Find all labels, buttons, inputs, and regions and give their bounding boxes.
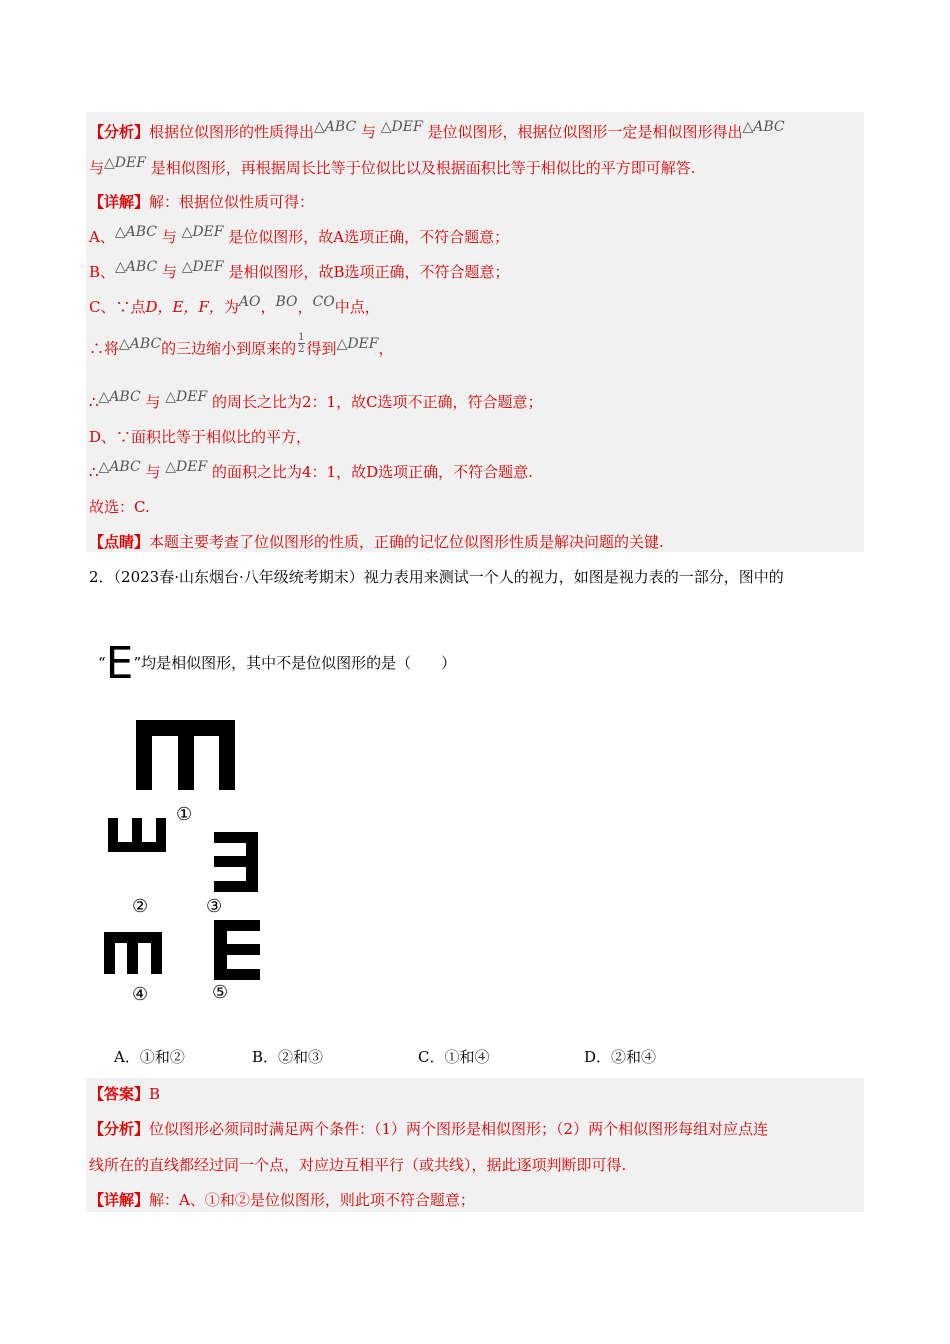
text: 与 [89, 159, 105, 177]
question-2-line-1 [89, 567, 784, 587]
label-2: ② [132, 896, 149, 917]
detail-option-c: C、∵点D，E，F，为AO，BO，CO中点， [89, 294, 380, 316]
detail-option-a [89, 224, 510, 248]
option-c[interactable] [418, 1046, 490, 1067]
analysis2-line-1 [89, 1119, 768, 1139]
option-text: ①和② [139, 1048, 185, 1066]
analysis-tag: 【分析】 [89, 123, 150, 141]
option-d[interactable] [584, 1046, 656, 1067]
text: 线所在的直线都经过同一个点，对应边互相平行（或共线），据此逐项判断即可得. [89, 1156, 627, 1174]
text: 为 [223, 298, 239, 316]
text: ∴ [89, 463, 99, 481]
math-abc: △ABC [119, 335, 162, 352]
answer-value: B [149, 1085, 161, 1103]
detail-option-b [89, 259, 510, 283]
text: 得到 [306, 339, 337, 358]
text: 解：根据位似性质可得： [149, 193, 315, 211]
text: D、∵面积比等于相似比的平方， [89, 428, 312, 446]
numerator: 1 [298, 332, 305, 343]
math-ao: AO [238, 294, 261, 310]
math-def: △DEF [165, 459, 208, 475]
comment-line [89, 532, 664, 552]
text: 的周长之比为2：1，故C选项不正确，符合题意； [211, 393, 543, 411]
option-letter: C． [418, 1048, 445, 1066]
math-def: △DEF [181, 259, 224, 275]
e-symbol-5 [214, 920, 260, 980]
math-def: △DEF [165, 389, 208, 405]
text: 与 [161, 228, 177, 246]
text: 的面积之比为4：1，故D选项正确，不符合题意. [211, 463, 533, 481]
label-4: ④ [132, 984, 149, 1005]
answer-tag: 【答案】 [89, 1085, 150, 1103]
e-symbol-4 [104, 932, 162, 974]
math-abc: △ABC [115, 259, 158, 275]
label-1: ① [176, 804, 193, 825]
fraction-half [298, 332, 304, 355]
detail-intro [89, 192, 314, 212]
text: 解：A、①和②是位似图形，则此项不符合题意； [149, 1191, 475, 1209]
math-def: △DEF [336, 335, 379, 352]
text: ”均是相似图形，其中不是位似图形的是（ ） [133, 654, 457, 672]
label-5: ⑤ [212, 982, 229, 1003]
option-a[interactable] [114, 1046, 185, 1067]
text: 根据位似图形的性质得出 [149, 123, 315, 141]
text: 与 [145, 463, 161, 481]
text: 是位似图形，根据位似图形一定是相似图形得出 [427, 123, 743, 141]
text: 与 [360, 123, 376, 141]
math-abc: △ABC [98, 389, 141, 405]
detail-option-c-3 [89, 389, 543, 413]
text: 故选：C. [89, 498, 150, 516]
text: ∴ [89, 393, 99, 411]
text: B、 [89, 263, 116, 281]
text: A、 [89, 228, 115, 246]
tumbling-e-figure [96, 710, 276, 1010]
option-text: ②和④ [611, 1048, 657, 1066]
detail-option-c-2 [89, 332, 394, 361]
text: 是相似图形，再根据周长比等于位似比以及根据面积比等于相似比的平方即可解答. [150, 159, 696, 177]
option-letter: B． [252, 1048, 279, 1066]
detail-choice [89, 497, 150, 517]
text: 是相似图形，故B选项正确，不符合题意； [228, 263, 510, 281]
text: 是位似图形，故A选项正确，不符合题意； [228, 228, 510, 246]
question-number: 2． [89, 568, 114, 586]
tumbling-e-svg [96, 710, 276, 1010]
math-abc: △ABC [314, 119, 357, 135]
detail-option-d-2 [89, 459, 533, 483]
text: 与 [145, 393, 161, 411]
text: 本题主要考查了位似图形的性质，正确的记忆位似图形性质是解决问题的关键. [149, 533, 664, 551]
analysis-tag: 【分析】 [89, 1120, 150, 1138]
answer-line [89, 1084, 160, 1104]
e-symbol-3 [214, 832, 258, 892]
option-letter: A． [114, 1048, 140, 1066]
text: ， [378, 339, 394, 358]
option-text: ①和④ [444, 1048, 490, 1066]
label-3: ③ [206, 896, 223, 917]
text: C、∵点 [89, 298, 146, 316]
question-2-line-2 [98, 638, 457, 689]
text: 与 [161, 263, 177, 281]
text: 的三边缩小到原来的 [161, 339, 297, 358]
math-co: CO [312, 294, 335, 310]
math-def: △DEF [104, 155, 146, 171]
e-symbol-1 [136, 720, 235, 790]
math-def: △DEF [181, 224, 224, 240]
math-abc: △ABC [114, 224, 157, 240]
detail-tag: 【详解】 [89, 1191, 150, 1209]
text: 视力表用来测试一个人的视力，如图是视力表的一部分，图中的 [363, 568, 784, 586]
detail-tag: 【详解】 [89, 193, 150, 211]
points: D，E，F， [145, 298, 224, 316]
denominator: 2 [298, 344, 305, 355]
math-abc: △ABC [742, 119, 785, 135]
text: 位似图形必须同时满足两个条件：（1）两个图形是相似图形；（2）两个相似图形每组对应点连 [149, 1120, 769, 1138]
e-letter-icon: E [105, 638, 134, 689]
option-letter: D． [584, 1048, 612, 1066]
text: ∴将 [89, 339, 120, 358]
e-symbol-2 [108, 818, 166, 852]
math-def: △DEF [380, 119, 423, 135]
detail-option-d [89, 427, 311, 447]
question-source: （2023春·山东烟台·八年级统考期末） [113, 568, 364, 586]
analysis-line-2 [89, 155, 696, 179]
detail2-line [89, 1190, 475, 1210]
text: 中点， [334, 298, 380, 316]
option-b[interactable] [252, 1046, 323, 1067]
comment-tag: 【点睛】 [89, 533, 150, 551]
analysis-line-1 [89, 119, 785, 143]
math-abc: △ABC [98, 459, 141, 475]
analysis2-line-2 [89, 1155, 626, 1175]
text: “ [98, 654, 106, 672]
math-bo: BO [275, 294, 298, 310]
option-text: ②和③ [278, 1048, 324, 1066]
